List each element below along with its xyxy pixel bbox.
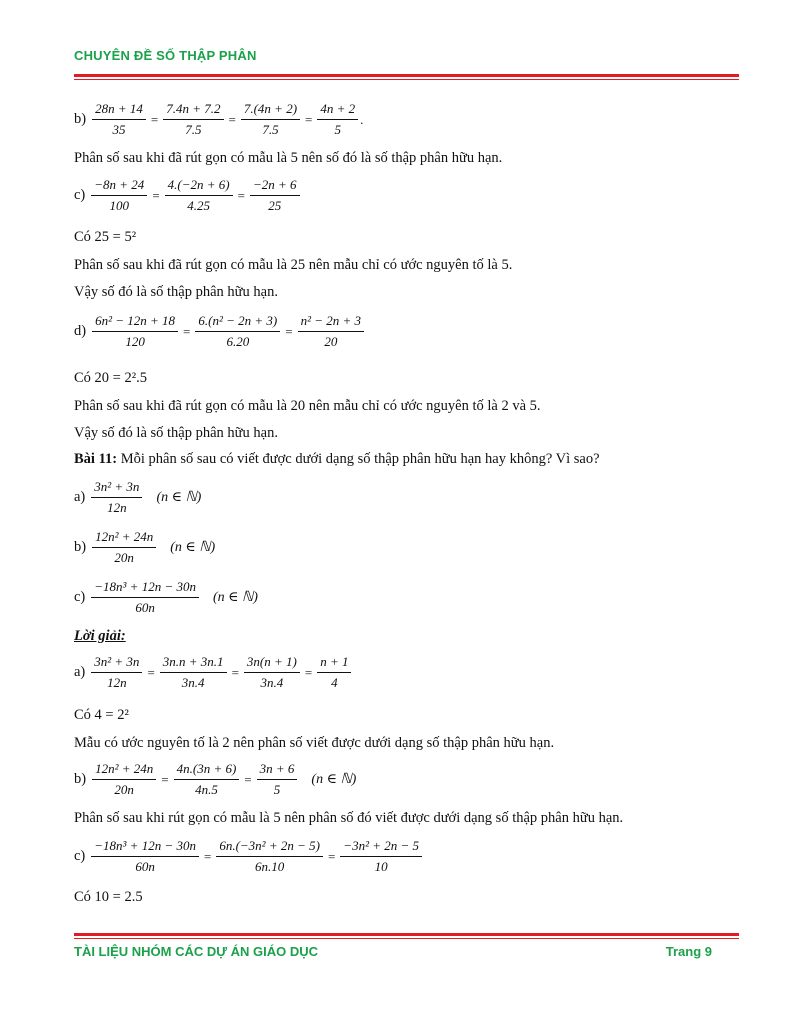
fraction <box>165 177 233 214</box>
fraction <box>163 101 223 138</box>
solution-a: a) $\frac{\text{3n² + 3n}}{12n}$ = $\frac{3n.n + 3n.1}{3n.4}$ = $\frac{3n(n + 1)}{3n.4}$ = $\frac{n + 1}{4}$ <box>74 654 353 691</box>
header-rule <box>74 74 739 77</box>
question-a <box>74 479 201 516</box>
text-line: Có 20 = 2².5 <box>74 370 147 386</box>
fraction <box>244 654 300 691</box>
numerator: 7.4n + 7.2 <box>163 101 223 120</box>
text-line: Phân số sau khi đã rút gọn có mẫu là 20 nên mẫu chỉ có ước nguyên tố là 2 và 5. <box>74 398 541 414</box>
exercise-title: Bài 11: <box>74 451 118 467</box>
exercise-title-line <box>74 451 600 468</box>
denominator: 20n <box>114 550 134 565</box>
page-number: Trang 9 <box>665 944 712 959</box>
text-line: Có 4 = 2² <box>74 707 129 723</box>
fraction <box>216 838 323 875</box>
page-header-title: CHUYÊN ĐỀ SỐ THẬP PHÂN <box>74 48 257 63</box>
text-line: Vậy số đó là số thập phân hữu hạn. <box>74 425 278 441</box>
header-rule-thin <box>74 79 739 80</box>
denominator: 20 <box>324 334 338 349</box>
numerator: −18n³ + 12n − 30n <box>91 579 199 598</box>
numerator: 3n(n + 1) <box>244 654 300 673</box>
text-line: Có 25 = 5² <box>74 229 137 245</box>
numerator: 28n + 14 <box>92 101 146 120</box>
equation-c: c) $\frac{-8n + 24}{100}$ = $\frac{4.(-2n + 6)}{4.25}$ = $\frac{-2n + 6}{25}$ <box>74 177 302 214</box>
numerator: 12n² + 24n <box>92 761 156 780</box>
text-line: Phân số sau khi đã rút gọn có mẫu là 5 nên số đó là số thập phân hữu hạn. <box>74 150 503 166</box>
question-b <box>74 529 215 566</box>
label: c) <box>74 589 86 605</box>
period: . <box>360 111 364 127</box>
denominator: 5 <box>273 782 281 797</box>
label: d) <box>74 323 87 339</box>
fraction <box>195 313 280 350</box>
fraction <box>92 761 156 798</box>
fraction <box>92 313 178 350</box>
fraction <box>257 761 298 798</box>
numerator: n + 1 <box>317 654 351 673</box>
condition: (n ∈ ℕ) <box>311 772 357 787</box>
condition: (n ∈ ℕ) <box>170 540 216 555</box>
fraction <box>91 654 142 691</box>
denominator: 25 <box>268 198 282 213</box>
question-c <box>74 579 258 616</box>
numerator: 3n + 6 <box>257 761 298 780</box>
numerator: n² − 2n + 3 <box>298 313 364 332</box>
denominator: 20n <box>114 782 134 797</box>
fraction <box>91 479 142 516</box>
fraction <box>91 579 199 616</box>
fraction <box>91 838 199 875</box>
denominator: 12n <box>107 500 127 515</box>
label: b) <box>74 539 87 555</box>
numerator: −8n + 24 <box>91 177 147 196</box>
solution-b: b) $\frac{\text{12n² + 24n}}{20n}$ = $\frac{4n.(3n + 6)}{4n.5}$ = $\frac{3n + 6}{5}$ (n ∈ ℕ) <box>74 761 357 797</box>
denominator: 6n.10 <box>255 859 285 874</box>
numerator: 6n² − 12n + 18 <box>92 313 178 332</box>
fraction <box>250 177 300 214</box>
denominator: 10 <box>374 859 388 874</box>
numerator: 4n + 2 <box>317 101 358 120</box>
numerator: 6.(n² − 2n + 3) <box>195 313 280 332</box>
fraction <box>340 838 422 875</box>
fraction <box>92 101 146 138</box>
fraction <box>317 101 358 138</box>
denominator: 7.5 <box>185 122 202 137</box>
denominator: 5 <box>334 122 342 137</box>
numerator: 4n.(3n + 6) <box>174 761 240 780</box>
equation-b: b) $\frac{28n + 14}{35}$ = $\frac{7.4n + 7.2}{7.5}$ = $\frac{7.(4n + 2)}{7.5}$ = $\frac{4n + 2}{5}$ . <box>74 101 364 137</box>
denominator: 7.5 <box>262 122 279 137</box>
solution-label: Lời giải: <box>74 628 126 644</box>
text-line: Có 10 = 2.5 <box>74 889 143 905</box>
label: b) <box>74 111 87 127</box>
denominator: 60n <box>135 859 155 874</box>
footer-rule-thin <box>74 938 739 939</box>
denominator: 3n.4 <box>181 675 205 690</box>
fraction <box>91 177 147 214</box>
numerator: 4.(−2n + 6) <box>165 177 233 196</box>
denominator: 100 <box>109 198 130 213</box>
numerator: 3n² + 3n <box>91 479 142 498</box>
condition: (n ∈ ℕ) <box>212 590 258 605</box>
numerator: 7.(4n + 2) <box>241 101 300 120</box>
numerator: 12n² + 24n <box>92 529 156 548</box>
footer-rule <box>74 933 739 936</box>
numerator: −18n³ + 12n − 30n <box>91 838 199 857</box>
denominator: 12n <box>107 675 127 690</box>
numerator: 3n² + 3n <box>91 654 142 673</box>
denominator: 60n <box>135 600 155 615</box>
label: c) <box>74 187 86 203</box>
denominator: 4.25 <box>187 198 210 213</box>
footer-left-text: TÀI LIỆU NHÓM CÁC DỰ ÁN GIÁO DỤC <box>74 944 319 959</box>
label: b) <box>74 771 87 787</box>
denominator: 35 <box>112 122 126 137</box>
text-line: Phân số sau khi rút gọn có mẫu là 5 nên phân số đó viết được dưới dạng số thập phân hữu hạn. <box>74 810 624 826</box>
condition: (n ∈ ℕ) <box>156 490 202 505</box>
solution-heading <box>74 628 126 645</box>
text-line: Phân số sau khi đã rút gọn có mẫu là 25 nên mẫu chỉ có ước nguyên tố là 5. <box>74 257 513 273</box>
fraction <box>92 529 156 566</box>
numerator: 6n.(−3n² + 2n − 5) <box>216 838 323 857</box>
label: c) <box>74 848 86 864</box>
denominator: 4 <box>331 675 338 690</box>
denominator: 6.20 <box>226 334 250 349</box>
exercise-text: Mỗi phân số sau có viết được dưới dạng số thập phân hữu hạn hay không? Vì sao? <box>117 451 600 467</box>
numerator: 3n.n + 3n.1 <box>160 654 227 673</box>
fraction <box>174 761 240 798</box>
label: a) <box>74 664 86 680</box>
fraction <box>298 313 364 350</box>
fraction <box>241 101 300 138</box>
label: a) <box>74 489 86 505</box>
denominator: 4n.5 <box>195 782 218 797</box>
denominator: 120 <box>125 334 145 349</box>
fraction <box>160 654 227 691</box>
text-line: Vậy số đó là số thập phân hữu hạn. <box>74 284 278 300</box>
denominator: 3n.4 <box>260 675 284 690</box>
text-line: Mẫu có ước nguyên tố là 2 nên phân số viết được dưới dạng số thập phân hữu hạn. <box>74 735 555 751</box>
fraction <box>317 654 351 691</box>
solution-c: c) $\frac{\text{−18n³ + 12n − 30n}}{60n}$ = $\frac{\text{6n.(−3n² + 2n − 5)}}{6n.10}$ = $\frac{\text{−3n² + 2n − 5}}{10}$ <box>74 838 424 875</box>
numerator: −2n + 6 <box>250 177 300 196</box>
equation-d: d) $\frac{\text{6n² − 12n + 18}}{120}$ = $\frac{\text{6.(n² − 2n + 3)}}{6.20}$ = $\frac{\text{n² − 2n + 3}}{20}$ <box>74 313 366 350</box>
numerator: −3n² + 2n − 5 <box>340 838 422 857</box>
